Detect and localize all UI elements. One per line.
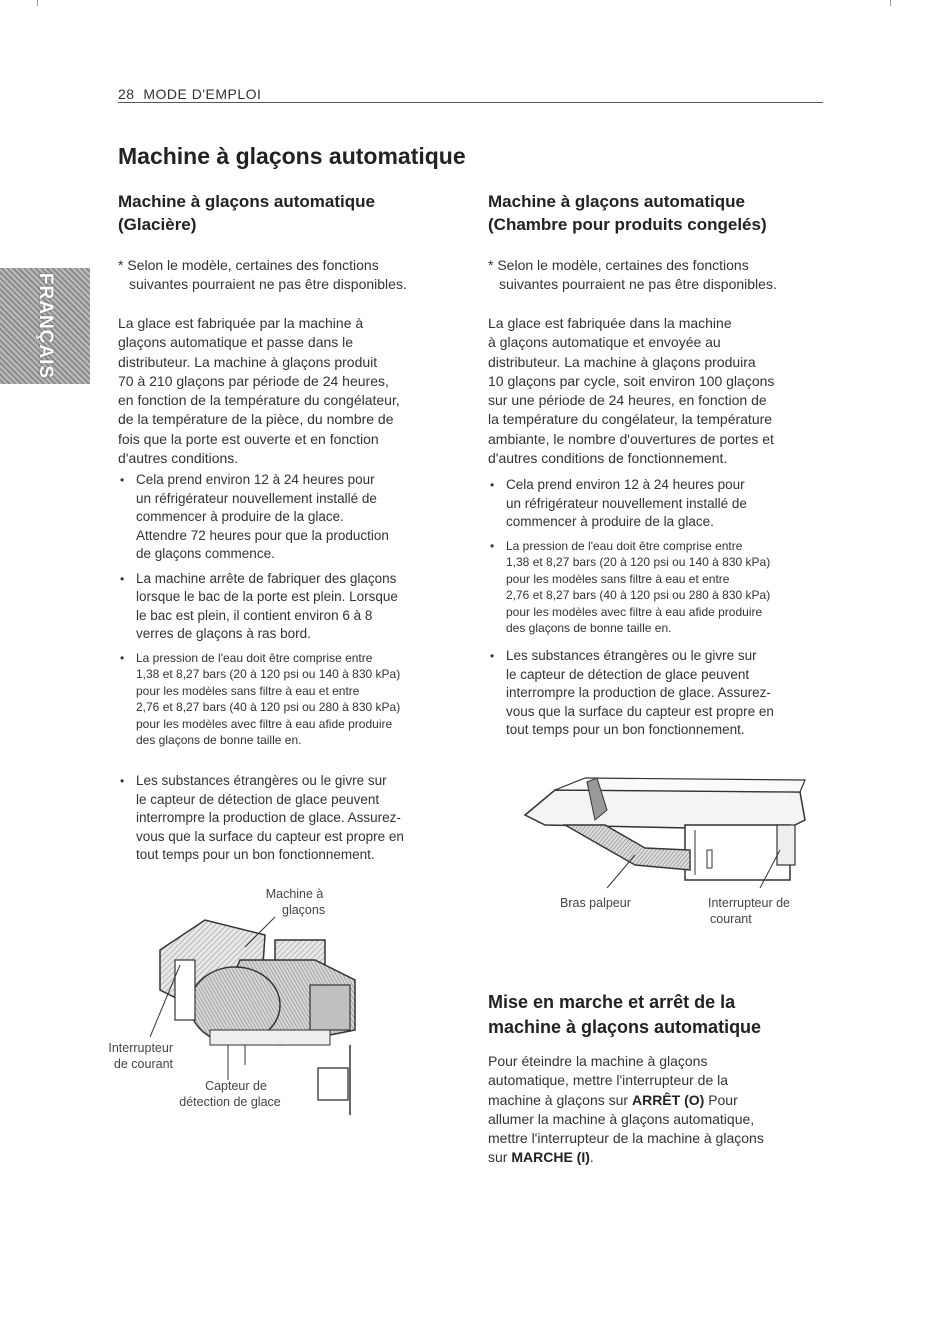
- bullet-line: • Cela prend environ 12 à 24 heures pour: [506, 477, 745, 492]
- bullet-line: pour les modèles avec filtre à eau afide produire: [506, 604, 763, 619]
- bullet-line: • La machine arrête de fabriquer des glaçons: [136, 570, 397, 586]
- para-line: ambiante, le nombre d'ouvertures de portes et: [488, 430, 774, 447]
- bullet-line: le capteur de détection de glace peuvent: [506, 666, 750, 682]
- para-line: Pour éteindre la machine à glaçons: [488, 1053, 708, 1069]
- bullet-line: lorsque le bac de la porte est plein. Lorsque: [136, 589, 398, 604]
- label-line: glaçons: [282, 903, 326, 917]
- para-line: à glaçons automatique et envoyée au: [488, 334, 721, 351]
- crop-mark: [37, 0, 38, 6]
- bullet-line: 1,38 et 8,27 bars (20 à 120 psi ou 140 à 830 kPa): [136, 667, 401, 682]
- label-line: courant: [710, 912, 752, 926]
- left-paragraph: [118, 314, 468, 468]
- note-line: * Selon le modèle, certaines des fonctions: [488, 257, 749, 273]
- crop-mark: [890, 0, 891, 6]
- bullet-line: le bac est plein, il contient environ 6 à 8: [136, 607, 373, 623]
- bullet-line: 2,76 et 8,27 bars (40 à 120 psi ou 280 à 830 kPa): [136, 700, 401, 715]
- bullet-line: des glaçons de bonne taille en.: [506, 621, 672, 636]
- language-tab: [0, 268, 90, 384]
- page-title: Machine à glaçons automatique: [118, 143, 466, 169]
- para-line: en fonction de la température du congélateur,: [118, 392, 400, 409]
- list-item: [488, 476, 838, 532]
- bullet-line: commencer à produire de la glace.: [506, 514, 714, 529]
- label-line: Machine à: [265, 887, 324, 901]
- label-line: Capteur de: [205, 1079, 267, 1093]
- para-line: La glace est fabriquée par la machine à: [118, 315, 364, 331]
- label-power-switch: [93, 1040, 173, 1072]
- para-line: [488, 1148, 838, 1167]
- para-line: d'autres conditions de fonctionnement.: [488, 450, 728, 467]
- note-line: suivantes pourraient ne pas être disponibles.: [499, 276, 777, 292]
- label-line: détection de glace: [179, 1095, 281, 1109]
- bullet-line: tout temps pour un bon fonctionnement.: [136, 847, 375, 862]
- label-line: Interrupteur: [108, 1041, 173, 1055]
- para-line: la température du congélateur, la température: [488, 411, 773, 428]
- section-name: MODE D'EMPLOI: [143, 86, 262, 102]
- page-number: 28: [118, 86, 135, 102]
- bullet-line: tout temps pour un bon fonctionnement.: [506, 722, 745, 738]
- para-line: [488, 1091, 838, 1110]
- para-line: de la température de la pièce, du nombre de: [118, 411, 394, 428]
- bullet-line: • La pression de l'eau doit être comprise entre: [136, 650, 373, 665]
- list-item: [118, 772, 468, 865]
- ice-maker-illustration-right: [515, 770, 815, 890]
- left-bullet-list-2: [118, 772, 468, 871]
- left-subtitle: [118, 190, 468, 236]
- bullet-line: le capteur de détection de glace peuvent: [136, 791, 380, 807]
- label-line: de courant: [113, 1057, 173, 1071]
- bullet-line: 2,76 et 8,27 bars (40 à 120 psi ou 280 à 830 kPa): [506, 588, 771, 603]
- note-line: * Selon le modèle, certaines des fonctions: [118, 257, 379, 273]
- right-subtitle-line: Machine à glaçons automatique: [488, 192, 745, 211]
- bullet-line: vous que la surface du capteur est propre en: [506, 703, 774, 719]
- para-line: allumer la machine à glaçons automatique,: [488, 1110, 755, 1127]
- text-span: machine à glaçons sur: [488, 1091, 629, 1108]
- right-subtitle: [488, 190, 838, 236]
- bullet-line: verres de glaçons à ras bord.: [136, 626, 311, 641]
- bullet-line: pour les modèles sans filtre à eau et entre: [136, 683, 360, 698]
- bullet-line: des glaçons de bonne taille en.: [136, 733, 302, 748]
- bullet-line: Attendre 72 heures pour que la production: [136, 527, 389, 543]
- bullet-line: vous que la surface du capteur est propre en: [136, 828, 404, 844]
- label-ice-sensor: [160, 1078, 300, 1110]
- list-item: [118, 650, 468, 750]
- bullet-line: commencer à produire de la glace.: [136, 509, 344, 524]
- header-rule: [118, 102, 823, 103]
- para-line: automatique, mettre l'interrupteur de la: [488, 1072, 729, 1089]
- right-bullet-list: [488, 476, 838, 746]
- list-item: [488, 538, 838, 638]
- section-title-line: Mise en marche et arrêt de la: [488, 992, 736, 1012]
- para-line: mettre l'interrupteur de la machine à glaçons: [488, 1130, 764, 1147]
- bullet-line: • La pression de l'eau doit être comprise entre: [506, 538, 743, 553]
- para-line: distributeur. La machine à glaçons produit: [118, 353, 378, 370]
- on-off-paragraph: [488, 1052, 838, 1168]
- label-line: Interrupteur de: [708, 896, 790, 910]
- off-label: ARRÊT (O): [631, 1091, 705, 1108]
- bullet-line: pour les modèles sans filtre à eau et entre: [506, 571, 730, 586]
- list-item: [118, 471, 468, 564]
- right-subtitle-line: (Chambre pour produits congelés): [488, 215, 767, 234]
- left-subtitle-line: Machine à glaçons automatique: [118, 192, 375, 211]
- bullet-line: • Les substances étrangères ou le givre sur: [136, 773, 387, 788]
- para-line: La glace est fabriquée dans la machine: [488, 315, 732, 331]
- note-line: suivantes pourraient ne pas être disponibles.: [129, 276, 407, 292]
- para-line: sur une période de 24 heures, en fonction de: [488, 392, 767, 409]
- text-span: .: [589, 1149, 594, 1166]
- bullet-line: un réfrigérateur nouvellement installé de: [136, 490, 377, 506]
- bullet-line: pour les modèles avec filtre à eau afide produire: [136, 716, 393, 731]
- bullet-line: un réfrigérateur nouvellement installé de: [506, 495, 747, 511]
- text-span: sur: [488, 1149, 508, 1166]
- language-tab-label: FRANÇAIS: [35, 272, 56, 380]
- para-line: 10 glaçons par cycle, soit environ 100 glaçons: [488, 372, 775, 389]
- left-note: [118, 256, 468, 294]
- on-label: MARCHE (I): [511, 1149, 590, 1166]
- bullet-line: 1,38 et 8,27 bars (20 à 120 psi ou 140 à 830 kPa): [506, 555, 771, 570]
- para-line: d'autres conditions.: [118, 450, 239, 467]
- section-title-on-off: [488, 990, 838, 1040]
- text-span: Pour: [708, 1091, 738, 1108]
- label-sensing-arm: Bras palpeur: [560, 896, 631, 910]
- bullet-line: • Cela prend environ 12 à 24 heures pour: [136, 472, 375, 487]
- left-bullet-list: [118, 471, 468, 755]
- bullet-line: interrompre la production de glace. Assurez-: [506, 685, 771, 701]
- bullet-line: interrompre la production de glace. Assurez-: [136, 810, 401, 825]
- bullet-line: de glaçons commence.: [136, 546, 275, 561]
- right-note: [488, 256, 838, 294]
- label-machine: [264, 886, 325, 918]
- page-header: [118, 86, 261, 102]
- list-item: [488, 647, 838, 740]
- label-power-switch-right: [708, 895, 790, 927]
- list-item: [118, 570, 468, 644]
- para-line: glaçons automatique et passe dans le: [118, 334, 354, 351]
- para-line: 70 à 210 glaçons par période de 24 heures,: [118, 372, 389, 389]
- right-paragraph: [488, 314, 838, 468]
- left-subtitle-line: (Glacière): [118, 215, 197, 234]
- para-line: distributeur. La machine à glaçons produira: [488, 353, 756, 370]
- para-line: fois que la porte est ouverte et en fonction: [118, 430, 379, 447]
- section-title-line: machine à glaçons automatique: [488, 1017, 762, 1037]
- bullet-line: • Les substances étrangères ou le givre sur: [506, 648, 757, 664]
